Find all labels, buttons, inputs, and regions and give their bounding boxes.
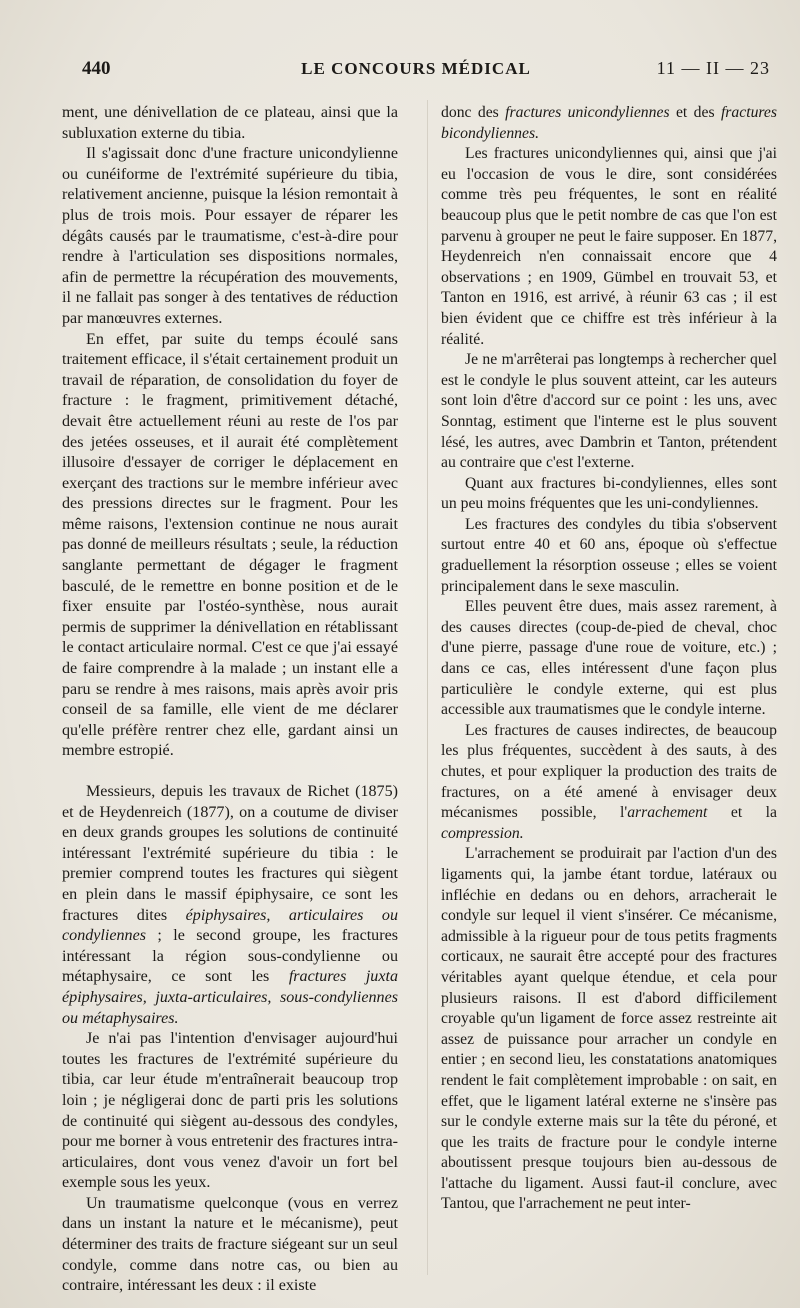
paragraph: Je n'ai pas l'intention d'envisager aujourd'hui toutes les fractures de l'extrémité supérieure du tibia, car leur étude m'entraînerait beaucoup trop loin ; je négligerai donc de parti pris les solutions de continuité qui siègent au-dessous des condyles, pour me borner à vous entretenir des fractures intra-articulaires, dont vous venez d'avoir un fort bel exemple sous les yeux. bbox=[62, 1030, 398, 1192]
paragraph: Je ne m'arrêterai pas longtemps à rechercher quel est le condyle le plus souvent atteint, car les auteurs sont loin d'être d'accord sur ce point : les uns, avec Sonntag, estiment que l'interne est le plus souvent lésé, les autres, avec Dambrin et Tanton, prétendent au contraire que c'est l'externe. bbox=[441, 351, 777, 472]
paragraph: Les fractures unicondyliennes qui, ainsi que j'ai eu l'occasion de vous le dire, sont considérées comme très peu fréquentes, le sont en réalité beaucoup plus que le petit nombre de cas que l'on est parvenu à grouper ne peut le faire supposer. En 1877, Heydenreich n'en connaissait encore que 4 observations ; en 1909, Gümbel en trouvait 53, et Tanton en 1916, est arrivé, à réunir 63 cas ; il est bien évident que ce chiffre est très inférieur à la réalité. bbox=[441, 145, 777, 348]
paragraph: Messieurs, depuis les travaux de Richet (1875) et de Heydenreich (1877), on a coutume de diviser en deux grands groupes les solutions de continuité intéressant l'extrémité supérieure du tibia : le premier comprend toutes les fractures qui siègent en plein dans le massif épiphysaire, ce sont les fractures dites épiphysaires, articulaires ou condyliennes ; le second groupe, les fractures intéressant la région sous-condylienne ou métaphysaire, ce sont les fractures juxta épiphysaires, juxta-articulaires, sous-condyliennes ou métaphysaires. bbox=[62, 783, 399, 1027]
issue-date: 11 — II — 23 bbox=[656, 58, 770, 78]
paragraph: Elles peuvent être dues, mais assez rarement, à des causes directes (coup-de-pied de cheval, choc d'une pierre, passage d'une roue de voiture, etc.) ; dans ce cas, elles intéressent d'une façon plus particulière le condyle externe, qui est plus accessible aux traumatismes que le condyle interne. bbox=[441, 598, 777, 719]
paragraph: Il s'agissait donc d'une fracture unicondylienne ou cunéiforme de l'extrémité supérieure du tibia, relativement ancienne, puisque la lésion remontait à plus de trois mois. Pour essayer de réparer les dégâts causés par le traumatisme, c'est-à-dire pour rendre à l'articulation ses dispositions normales, afin de permettre la récupération des mouvements, il ne fallait pas songer à des tentatives de réduction par manœuvres externes. bbox=[62, 145, 398, 327]
paragraph: Les fractures des condyles du tibia s'observent surtout entre 40 et 60 ans, époque où s'effectue graduellement la résorption osseuse ; elles se voient principalement dans le sexe masculin. bbox=[441, 515, 777, 595]
page-number: 440 bbox=[82, 58, 111, 79]
paragraph: L'arrachement se produirait par l'action d'un des ligaments qui, la jambe étant tordue, latéraux ou infléchie en dedans ou en dehors, arracherait le condyle sur lequel il vient s'insérer. Ce mécanisme, admissible à la rigueur pour de tous petits fragments corticaux, ne saurait être accepté pour des fractures véritables ayant quelque étendue, et cela pour plusieurs raisons. Il est d'abord difficilement croyable qu'un ligament de force assez restreinte ait assez de puissance pour arracher un condyle en entier ; en second lieu, les constatations anatomiques rendent le fait complètement improbable : on sait, en effet, que le ligament latéral externe ne s'insère pas sur le condyle externe mais sur la tête du péroné, et que les traits de fracture pour le condyle interne aboutissent presque toujours bien au-dessous de l'attache du ligament. Aussi faut-il conclure, avec Tantou, que l'arrachement ne peut inter- bbox=[441, 845, 777, 1213]
paragraph: ment, une dénivellation de ce plateau, ainsi que la subluxation externe du tibia. bbox=[62, 104, 398, 142]
paragraph: Les fractures de causes indirectes, de beaucoup les plus fréquentes, succèdent à des sauts, à des chutes, et pour expliquer la production des traits de fractures, on a été amené à envisager deux mécanismes possible, l'arrachement et la compression. bbox=[441, 721, 777, 842]
right-column bbox=[441, 103, 777, 1215]
paragraph: donc des fractures unicondyliennes et des fractures bicondyliennes. bbox=[441, 104, 777, 142]
page-header bbox=[60, 58, 772, 84]
left-column bbox=[62, 103, 398, 1297]
paragraph: Quant aux fractures bi-condyliennes, elles sont un peu moins fréquentes que les uni-condyliennes. bbox=[441, 474, 777, 513]
paragraph: En effet, par suite du temps écoulé sans traitement efficace, il s'était certainement produit un travail de réparation, de consolidation du foyer de fracture : le fragment, primitivement détaché, devait être actuellement réuni au reste de l'os par des jetées osseuses, et il aurait été complètement illusoire d'essayer de corriger le déplacement en exerçant des tractions sur le membre inférieur avec des pressions directes sur le fragment. Pour les même raisons, l'extension continue ne nous aurait pas donné de meilleurs résultats ; seule, la réduction sanglante permettant de dégager le fragment basculé, de le remettre en bonne position et de le fixer ensuite par l'ostéo-synthèse, nous aurait permis de supprimer la dénivellation en rétablissant le contact articulaire normal. C'est ce que j'ai essayé de faire comprendre à la malade ; un instant elle a paru se rendre à mes raisons, mais après avoir pris conseil de sa famille, elle vient de me déclarer qu'elle préfère rentrer chez elle, gardant ainsi un membre estropié. bbox=[62, 330, 398, 760]
column-divider bbox=[427, 100, 428, 1275]
journal-title: LE CONCOURS MÉDICAL bbox=[301, 59, 531, 78]
paragraph: Un traumatisme quelconque (vous en verrez dans un instant la nature et le mécanisme), peut déterminer des traits de fracture siégeant sur un seul condyle, comme dans notre cas, ou bien au contraire, intéressant les deux : il existe bbox=[62, 1194, 398, 1295]
